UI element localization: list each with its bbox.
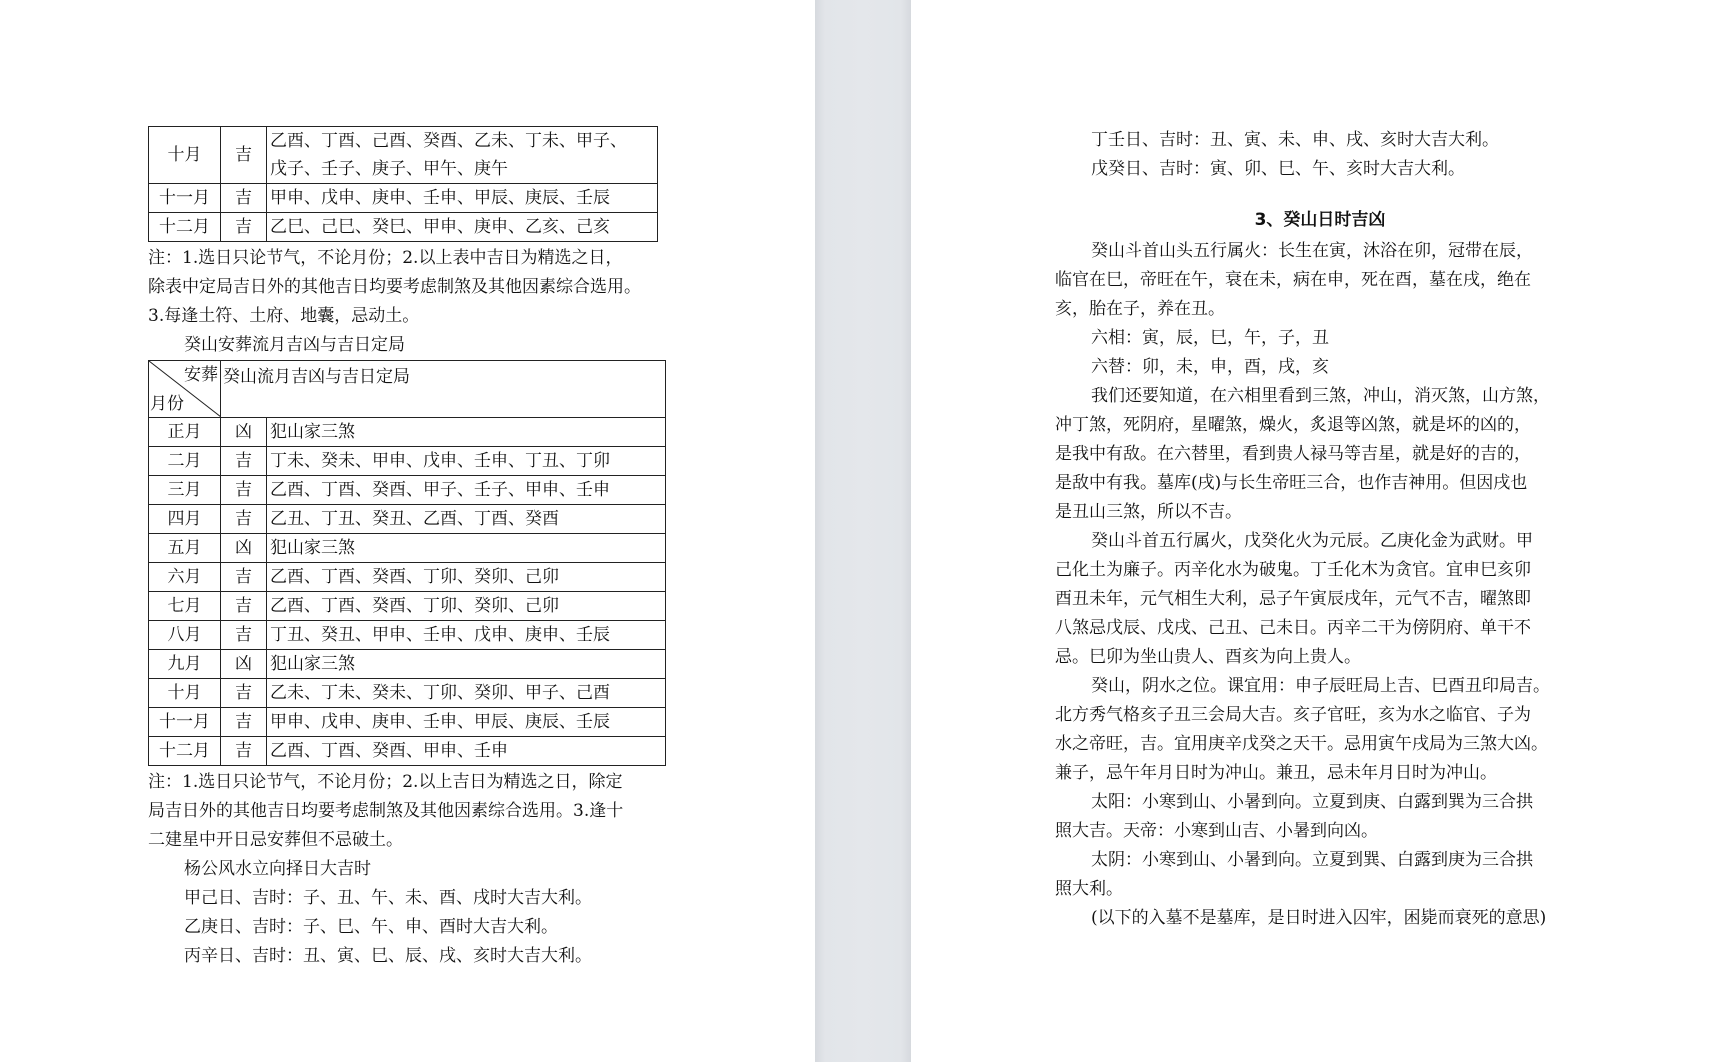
table-burial-months xyxy=(148,360,666,766)
month-cell: 十二月 xyxy=(149,737,221,766)
table-row xyxy=(149,184,658,213)
table-row xyxy=(149,708,666,737)
days-cell: 甲申、戊申、庚申、壬申、甲辰、庚辰、壬辰 xyxy=(267,708,666,737)
month-cell: 十月 xyxy=(149,679,221,708)
paragraph-line: 酉丑未年，元气相生大利，忌子午寅辰戌年，元气不吉，曜煞即 xyxy=(1055,589,1531,609)
header-title-cell: 癸山流月吉凶与吉日定局 xyxy=(221,361,666,418)
paragraph-line: 北方秀气格亥子丑三会局大吉。亥子官旺，亥为水之临官、子为 xyxy=(1055,705,1531,725)
paragraph-taiyang xyxy=(1055,788,1585,846)
table-month-tail xyxy=(148,126,658,242)
table-row xyxy=(149,737,666,766)
note-line: 注：1.选日只论节气，不论月份；2.以上表中吉日为精选之日， xyxy=(148,248,623,268)
month-cell: 二月 xyxy=(149,447,221,476)
time-line: 丁壬日、吉时：丑、寅、未、申、戌、亥时大吉大利。 xyxy=(1091,130,1499,150)
table-row xyxy=(149,679,666,708)
note-2 xyxy=(148,768,668,855)
paragraph-line: 我们还要知道，在六相里看到三煞，冲山，消灭煞，山方煞， xyxy=(1091,386,1550,406)
paragraph-explanation xyxy=(1055,382,1585,527)
month-cell: 十二月 xyxy=(149,213,221,242)
status-cell: 凶 xyxy=(221,650,267,679)
days-cell: 犯山家三煞 xyxy=(267,650,666,679)
paragraph-line: 是我中有敌。在六替里，看到贵人禄马等吉星，就是好的吉的， xyxy=(1055,444,1531,464)
month-cell: 十月 xyxy=(149,127,221,184)
days-cell: 乙酉、丁酉、癸酉、丁卯、癸卯、己卯 xyxy=(267,592,666,621)
status-cell: 吉 xyxy=(221,563,267,592)
table-row xyxy=(149,418,666,447)
paragraph-line: 太阳：小寒到山、小暑到向。立夏到庚、白露到巽为三合拱 xyxy=(1091,792,1533,812)
corner-label-bottom: 月份 xyxy=(150,394,184,414)
days-cell: 乙酉、丁酉、癸酉、甲申、壬申 xyxy=(267,737,666,766)
days-line: 乙酉、丁酉、己酉、癸酉、乙未、丁未、甲子、 xyxy=(270,131,627,151)
note-line: 注：1.选日只论节气，不论月份；2.以上吉日为精选之日，除定 xyxy=(148,772,623,792)
table-row xyxy=(149,127,658,184)
month-cell: 七月 xyxy=(149,592,221,621)
month-cell: 六月 xyxy=(149,563,221,592)
paragraph-line: 冲丁煞，死阴府，星曜煞，燥火，炙退等凶煞，就是坏的凶的， xyxy=(1055,415,1531,435)
status-cell: 吉 xyxy=(221,505,267,534)
days-line: 戊子、壬子、庚子、甲午、庚午 xyxy=(270,159,508,179)
paragraph-line: 水之帝旺，吉。宜用庚辛戊癸之天干。忌用寅午戌局为三煞大凶。 xyxy=(1055,734,1548,754)
paragraph-line: 是敌中有我。墓库(戌)与长生帝旺三合，也作吉神用。但因戌也 xyxy=(1055,473,1528,493)
status-cell: 吉 xyxy=(221,679,267,708)
left-page-content xyxy=(148,126,668,971)
time-line: 戊癸日、吉时：寅、卯、巳、午、亥时大吉大利。 xyxy=(1091,159,1465,179)
table-row xyxy=(149,476,666,505)
note-line: 二建星中开日忌安葬但不忌破土。 xyxy=(148,830,403,850)
month-cell: 三月 xyxy=(149,476,221,505)
table-caption: 癸山安葬流月吉凶与吉日定局 xyxy=(184,335,405,355)
days-cell: 甲申、戊申、庚申、壬申、甲辰、庚辰、壬辰 xyxy=(267,184,658,213)
days-cell xyxy=(267,127,658,184)
table-header-row xyxy=(149,361,666,418)
status-cell: 吉 xyxy=(221,127,267,184)
days-cell: 丁丑、癸丑、甲申、壬申、戊申、庚申、壬辰 xyxy=(267,621,666,650)
days-cell: 乙酉、丁酉、癸酉、甲子、壬子、甲申、壬申 xyxy=(267,476,666,505)
paragraph-line: 己化土为廉子。丙辛化水为破鬼。丁壬化木为贪官。宜申巳亥卯 xyxy=(1055,560,1531,580)
paragraph-wuxing xyxy=(1055,527,1585,672)
days-cell: 乙丑、丁丑、癸丑、乙酉、丁酉、癸酉 xyxy=(267,505,666,534)
status-cell: 吉 xyxy=(221,213,267,242)
paragraph-line: 八煞忌戊辰、戊戌、己丑、己未日。丙辛二干为傍阴府、单干不 xyxy=(1055,618,1531,638)
paragraph-line: 太阴：小寒到山、小暑到向。立夏到巽、白露到庚为三合拱 xyxy=(1091,850,1533,870)
month-cell: 四月 xyxy=(149,505,221,534)
paragraph-line: 兼子，忌午年月日时为冲山。兼丑，忌未年月日时为冲山。 xyxy=(1055,763,1497,783)
table-row xyxy=(149,213,658,242)
days-cell: 丁未、癸未、甲申、戊申、壬申、丁丑、丁卯 xyxy=(267,447,666,476)
month-cell: 八月 xyxy=(149,621,221,650)
note-1 xyxy=(148,244,668,331)
paragraph-line: 照大利。 xyxy=(1055,879,1123,899)
days-cell: 犯山家三煞 xyxy=(267,534,666,563)
paragraph-guishan xyxy=(1055,672,1585,788)
table-row xyxy=(149,447,666,476)
table-row xyxy=(149,505,666,534)
days-cell: 乙巳、己巳、癸巳、甲申、庚申、乙亥、己亥 xyxy=(267,213,658,242)
status-cell: 吉 xyxy=(221,621,267,650)
status-cell: 凶 xyxy=(221,534,267,563)
month-cell: 十一月 xyxy=(149,708,221,737)
page-gutter xyxy=(815,0,911,1062)
status-cell: 吉 xyxy=(221,184,267,213)
time-line: 甲己日、吉时：子、丑、午、未、酉、戌时大吉大利。 xyxy=(184,888,592,908)
status-cell: 吉 xyxy=(221,737,267,766)
paragraph-line: 忌。巳卯为坐山贵人、酉亥为向上贵人。 xyxy=(1055,647,1361,667)
status-cell: 吉 xyxy=(221,708,267,737)
days-cell: 乙酉、丁酉、癸酉、丁卯、癸卯、己卯 xyxy=(267,563,666,592)
paragraph-line: 癸山，阴水之位。课宜用：申子辰旺局上吉、巳酉丑印局吉。 xyxy=(1091,676,1550,696)
paragraph-changsheng xyxy=(1055,237,1585,324)
section-heading: 3、癸山日时吉凶 xyxy=(1254,210,1386,230)
status-cell: 吉 xyxy=(221,476,267,505)
table-row xyxy=(149,650,666,679)
paragraph-line: 癸山斗首五行属火，戊癸化火为元辰。乙庚化金为武财。甲 xyxy=(1091,531,1533,551)
status-cell: 吉 xyxy=(221,592,267,621)
table-row xyxy=(149,534,666,563)
paragraph-taiyin xyxy=(1055,846,1585,904)
closing-note: (以下的入墓不是墓库，是日时进入囚牢，困毙而衰死的意思) xyxy=(1091,908,1547,928)
section-title: 杨公风水立向择日大吉时 xyxy=(184,859,371,879)
paragraph-line: 照大吉。天帝：小寒到山吉、小暑到向凶。 xyxy=(1055,821,1378,841)
corner-label-top: 安葬 xyxy=(184,365,218,385)
corner-header-cell xyxy=(149,361,221,418)
paragraph-line: 癸山斗首山头五行属火：长生在寅，沐浴在卯，冠带在辰， xyxy=(1091,241,1533,261)
note-line: 除表中定局吉日外的其他吉日均要考虑制煞及其他因素综合选用。 xyxy=(148,277,641,297)
month-cell: 五月 xyxy=(149,534,221,563)
month-cell: 十一月 xyxy=(149,184,221,213)
month-cell: 九月 xyxy=(149,650,221,679)
right-page-content xyxy=(1055,126,1585,933)
time-line: 乙庚日、吉时：子、巳、午、申、酉时大吉大利。 xyxy=(184,917,558,937)
status-cell: 吉 xyxy=(221,447,267,476)
liuti-line: 六替：卯，未，申，酉，戌，亥 xyxy=(1091,357,1329,377)
note-line: 局吉日外的其他吉日均要考虑制煞及其他因素综合选用。3.逢十 xyxy=(148,801,624,821)
note-line: 3.每逢土符、土府、地囊，忌动土。 xyxy=(148,306,420,326)
month-cell: 正月 xyxy=(149,418,221,447)
paragraph-line: 临官在巳，帝旺在午，衰在未，病在申，死在酉，墓在戌，绝在 xyxy=(1055,270,1531,290)
days-cell: 犯山家三煞 xyxy=(267,418,666,447)
paragraph-line: 是丑山三煞，所以不吉。 xyxy=(1055,502,1242,522)
liuxiang-line: 六相：寅，辰，巳，午，子，丑 xyxy=(1091,328,1329,348)
days-cell: 乙未、丁未、癸未、丁卯、癸卯、甲子、己酉 xyxy=(267,679,666,708)
table-row xyxy=(149,592,666,621)
status-cell: 凶 xyxy=(221,418,267,447)
table-row xyxy=(149,563,666,592)
table-row xyxy=(149,621,666,650)
paragraph-line: 亥，胎在子，养在丑。 xyxy=(1055,299,1225,319)
time-line: 丙辛日、吉时：丑、寅、巳、辰、戌、亥时大吉大利。 xyxy=(184,946,592,966)
